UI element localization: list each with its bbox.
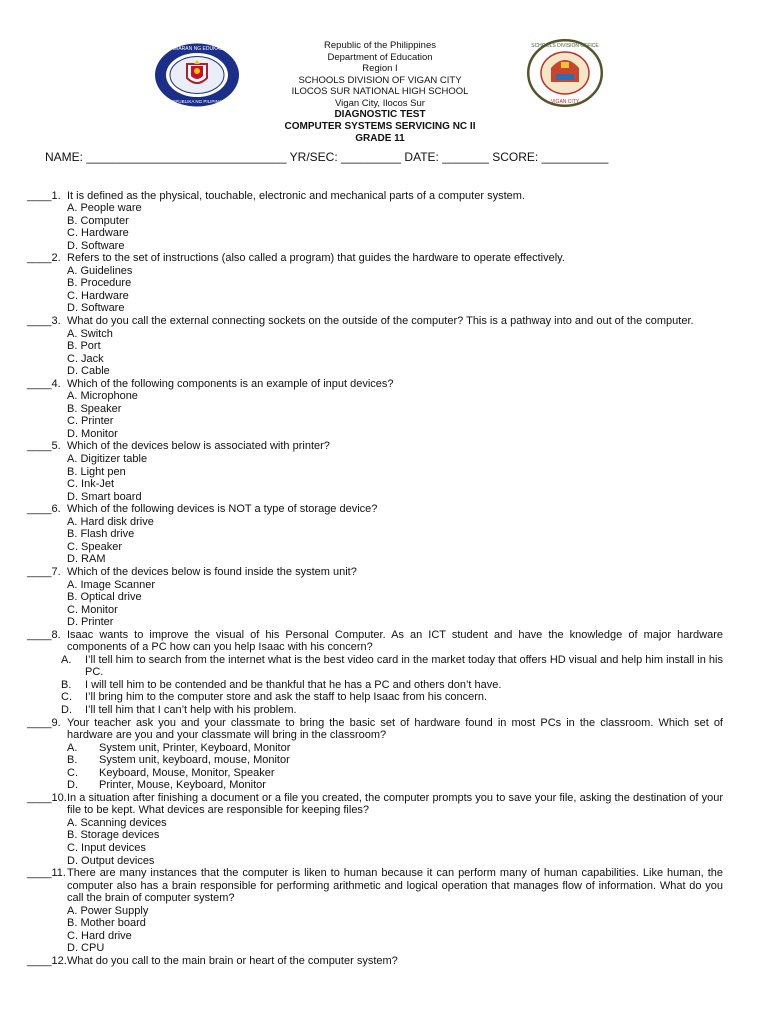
division-seal-logo xyxy=(526,38,604,108)
question-item xyxy=(27,629,723,654)
question-item xyxy=(27,503,723,516)
answer-blank: ____3. xyxy=(27,315,61,328)
choice-option: C. Hard drive xyxy=(67,929,132,942)
question-item xyxy=(27,566,723,579)
question-item xyxy=(27,717,723,742)
choice-text: Keyboard, Mouse, Monitor, Speaker xyxy=(99,766,275,779)
choice-option: A. Microphone xyxy=(67,390,138,403)
question-list xyxy=(27,190,723,968)
question-item xyxy=(27,378,723,391)
choice-letter: D. xyxy=(61,703,72,716)
header-line: Department of Education xyxy=(327,51,433,63)
answer-blank: ____1. xyxy=(27,189,61,202)
choice-text: Printer, Mouse, Keyboard, Monitor xyxy=(99,779,266,792)
choice-option: B. Light pen xyxy=(67,465,126,478)
header-line: SCHOOLS DIVISION OF VIGAN CITY xyxy=(298,74,462,86)
choice-option: B. Computer xyxy=(67,214,129,227)
title-line: COMPUTER SYSTEMS SERVICING NC II xyxy=(284,121,476,132)
header-line: Region I xyxy=(362,63,398,74)
question-text: In a situation after finishing a document or a file you created, the computer prompts you to save your file, asking the destination of your file to be kept. What devices are responsible for keeping files? xyxy=(67,791,723,817)
choice-letter: C. xyxy=(61,691,72,704)
answer-blank: ____5. xyxy=(27,440,61,453)
question-text: Which of the following components is an example of input devices? xyxy=(67,377,394,390)
choice-text: I will tell him to be contended and be thankful that he has a PC and others don’t have. xyxy=(85,678,502,691)
question-text: Isaac wants to improve the visual of his Personal Computer. As an ICT student and have the knowledge of major hardware components of a PC how can you help Isaac with his concern? xyxy=(67,628,723,654)
choice-option: D. RAM xyxy=(67,553,106,566)
svg-text:REPUBLIKA NG PILIPINAS: REPUBLIKA NG PILIPINAS xyxy=(169,99,225,104)
question-item xyxy=(27,440,723,453)
choice-option: C. Hardware xyxy=(67,289,129,302)
choice-letter: D. xyxy=(67,779,78,792)
choice-option: C. Input devices xyxy=(67,841,146,854)
choice-letter: A. xyxy=(61,653,72,666)
choice-option xyxy=(27,654,723,679)
answer-blank: ____2. xyxy=(27,252,61,265)
answer-blank: ____8. xyxy=(27,628,61,641)
choice-option: B. Optical drive xyxy=(67,591,142,604)
header-line: Vigan City, Ilocos Sur xyxy=(335,97,425,109)
question-text: There are many instances that the computer is liken to human because it can perform many of human capabilities. Like human, the computer also has a brain responsible for performing arithmetic and logical operation that manages flow of information. What do you call the brain of computer system? xyxy=(67,867,723,905)
choice-text: System unit, Printer, Keyboard, Monitor xyxy=(99,741,291,754)
question-item xyxy=(27,955,723,968)
question-item xyxy=(27,190,723,203)
answer-blank: ____10. xyxy=(27,791,67,804)
choice-option: D. Software xyxy=(67,239,125,252)
choice-option: B. Port xyxy=(67,340,101,353)
choice-text: I’ll tell him to search from the internet what is the best video card in the market today that offers HD visual and help him install in his PC. xyxy=(85,653,723,679)
answer-blank: ____6. xyxy=(27,503,61,516)
choice-option: C. Monitor xyxy=(67,603,118,616)
choice-option: A. Hard disk drive xyxy=(67,515,154,528)
choice-letter: B. xyxy=(67,754,78,767)
question-item xyxy=(27,792,723,817)
choice-option: C. Jack xyxy=(67,352,104,365)
choice-option xyxy=(27,754,723,767)
choice-option: A. Guidelines xyxy=(67,264,133,277)
svg-text:KAGAWARAN NG EDUKASYON: KAGAWARAN NG EDUKASYON xyxy=(160,46,234,52)
choice-option: D. Smart board xyxy=(67,490,142,503)
choice-option: C. Hardware xyxy=(67,227,129,240)
choice-option xyxy=(27,679,723,692)
choice-option: C. Printer xyxy=(67,415,114,428)
choice-option xyxy=(27,742,723,755)
choice-option: C. Speaker xyxy=(67,540,123,553)
agency-header xyxy=(240,40,520,109)
choice-option: D. Software xyxy=(67,302,125,315)
header-line: Republic of the Philippines xyxy=(324,40,436,51)
choice-option: A. Power Supply xyxy=(67,904,149,917)
choice-option: A. People ware xyxy=(67,202,142,215)
choice-option: C. Ink-Jet xyxy=(67,478,115,491)
title-line: DIAGNOSTIC TEST xyxy=(334,109,426,120)
test-title xyxy=(200,109,560,145)
choice-option xyxy=(27,704,723,717)
choice-option: D. Cable xyxy=(67,365,110,378)
question-item xyxy=(27,252,723,265)
choice-option xyxy=(27,779,723,792)
question-text: Your teacher ask you and your classmate to bring the basic set of hardware found in most PCs in the classroom. Which set of hardware are you and your classmate will bring in the classroom? xyxy=(67,716,723,742)
question-item xyxy=(27,867,723,905)
section-instruction xyxy=(27,177,723,190)
svg-text:SCHOOLS DIVISION OFFICE: SCHOOLS DIVISION OFFICE xyxy=(531,43,599,49)
test-body xyxy=(27,177,723,967)
question-text: What do you call the external connecting sockets on the outside of the computer? This is a pathway into and out of the computer. xyxy=(67,315,694,328)
choice-option: D. Monitor xyxy=(67,427,118,440)
question-text: What do you call to the main brain or heart of the computer system? xyxy=(67,954,398,967)
choice-letter: A. xyxy=(67,741,78,754)
choice-option: D. Output devices xyxy=(67,854,155,867)
answer-blank: ____12. xyxy=(27,954,67,967)
choice-option: B. Mother board xyxy=(67,917,146,930)
question-item xyxy=(27,315,723,328)
choice-option: A. Image Scanner xyxy=(67,578,156,591)
choice-text: System unit, keyboard, mouse, Monitor xyxy=(99,754,290,767)
choice-option: A. Scanning devices xyxy=(67,816,167,829)
choice-option: D. CPU xyxy=(67,942,105,955)
answer-blank: ____7. xyxy=(27,565,61,578)
choice-option: B. Storage devices xyxy=(67,829,160,842)
choice-text: I’ll bring him to the computer store and ask the staff to help Isaac from his concern. xyxy=(85,691,488,704)
choice-option: D. Printer xyxy=(67,616,114,629)
choice-option: B. Procedure xyxy=(67,277,132,290)
question-text: It is defined as the physical, touchable, electronic and mechanical parts of a computer system. xyxy=(67,189,525,202)
choice-letter: B. xyxy=(61,678,72,691)
choice-option: B. Flash drive xyxy=(67,528,135,541)
deped-seal-logo xyxy=(153,42,241,108)
choice-text: I’ll tell him that I can’t help with his problem. xyxy=(85,703,297,716)
question-text: Refers to the set of instructions (also called a program) that guides the hardware to operate effectively. xyxy=(67,252,565,265)
answer-blank: ____9. xyxy=(27,716,61,729)
choice-option: A. Digitizer table xyxy=(67,453,148,466)
answer-blank: ____4. xyxy=(27,377,61,390)
choice-letter: C. xyxy=(67,766,78,779)
question-text: Which of the devices below is associated with printer? xyxy=(67,440,330,453)
header-line: ILOCOS SUR NATIONAL HIGH SCHOOL xyxy=(291,86,469,97)
choice-option xyxy=(27,691,723,704)
title-line: GRADE 11 xyxy=(355,133,405,144)
question-text: Which of the following devices is NOT a type of storage device? xyxy=(67,503,378,516)
student-info-line: NAME: ______________________________ YR/SEC: _________ DATE: _______ SCORE: __________ xyxy=(45,150,609,164)
choice-option: A. Switch xyxy=(67,327,113,340)
choice-option: B. Speaker xyxy=(67,402,122,415)
choice-option xyxy=(27,767,723,780)
answer-blank: ____11. xyxy=(27,867,66,880)
svg-text:VIGAN CITY: VIGAN CITY xyxy=(550,99,580,105)
question-text: Which of the devices below is found inside the system unit? xyxy=(67,565,357,578)
